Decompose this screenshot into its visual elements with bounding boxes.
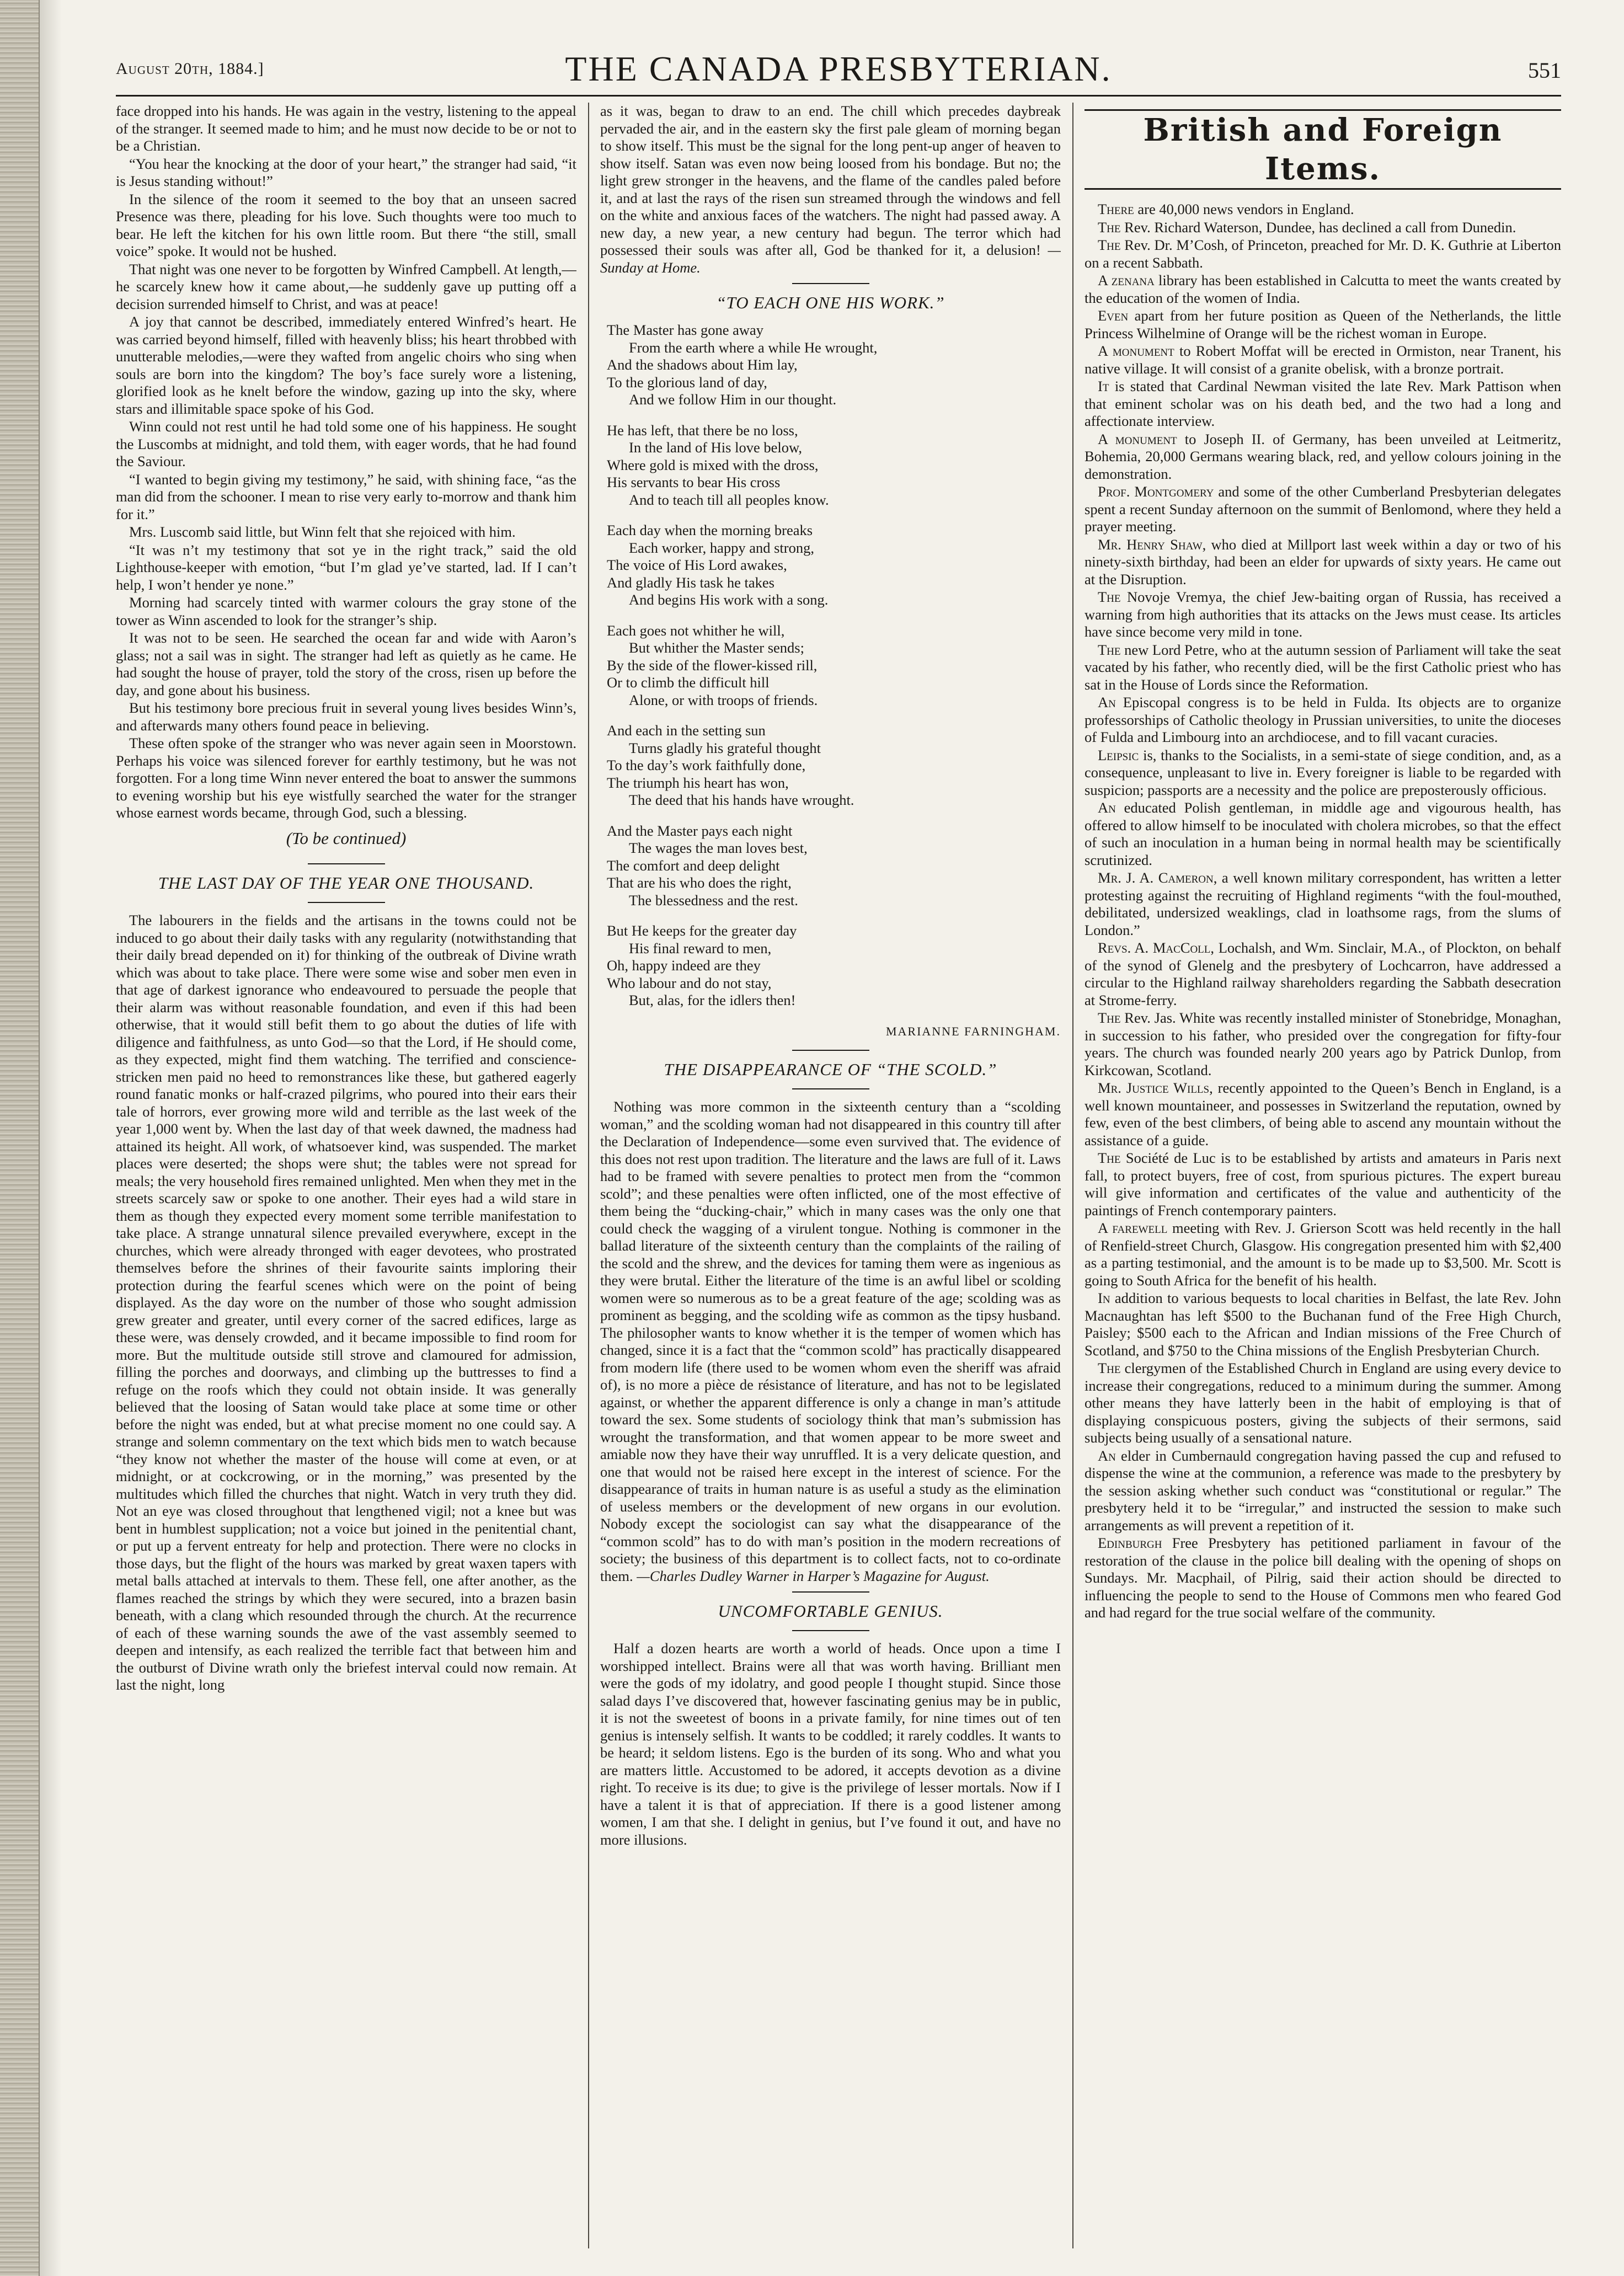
news-item-text: Rev. Dr. M’Cosh, of Princeton, preached for Mr. D. K. Guthrie at Liberton on a recent Sabbath. — [1085, 237, 1561, 271]
story-paragraph: Winn could not rest until he had told some one of his happiness. He sought the Luscombs at midnight, and told them, with eager words, that he had found the Saviour. — [116, 418, 576, 469]
news-item-lead: A monument — [1098, 430, 1177, 447]
news-item-text: to Joseph II. of Germany, has been unveiled at Leitmeritz, Bohemia, 20,000 Germans wearing black, red, and yellow colours joining in the demonstration. — [1085, 430, 1561, 482]
story-paragraph: face dropped into his hands. He was again in the vestry, listening to the appeal of the stranger. It seemed made to him; and he must now decide to be or not to be a Christian. — [116, 103, 576, 154]
poem-line: Or to climb the difficult hill — [607, 674, 770, 691]
poem-stanza — [607, 722, 1061, 809]
news-item-lead: An — [1098, 1447, 1116, 1464]
article-genius-body: Half a dozen hearts are worth a world of heads. Once upon a time I worshipped intellect. Brains were all that was worth having. Brilliant men were the gods of my idolatry, and good people I thought stupid. Since those salad days I’ve discovered that, however fascinating genius may be in public, it is not the sweetest of boons in a private family, for nine times out of ten genius is intensely selfish. It wants to be coddled; it rarely coddles. It wants to be heard; it seldom listens. Ego is the burden of its song. Who and what you are matters little. Accustomed to be adored, it accepts devotion as a divine right. To receive is its due; to give is the privilege of lesser mortals. Now if I have a talent it is that of appreciation. If there is a good listener among women, I am that she. I delight in genius, but I’ve found it out, and have no more illusions. — [600, 1640, 1061, 1848]
poem-line: But, alas, for the idlers then! — [629, 992, 796, 1008]
news-item-text: a well known military correspondent, has written a letter protesting against the recruiting of Highland regiments “with the foul-mouthed, debilitated, undersized weaklings, clad in loathsome rags, from the slums of London.” — [1085, 869, 1561, 938]
story-paragraph: That night was one never to be forgotten by Winfred Campbell. At length,—he scarcely knew how it came about,—he suddenly gave up putting off a decision surrended himself to Christ, and was at peace! — [116, 260, 576, 312]
news-item-text: addition to various bequests to local charities in Belfast, the late Rev. John Macnaughtan has left $500 to the Buchanan fund of the Free High Church, Paisley; $500 each to the African and Indian missions of the Free Church of Scotland, and $750 to the China missions of the English Presbyterian Church. — [1085, 1290, 1561, 1359]
news-item-text: and some of the other Cumberland Presbyterian delegates spent a recent Sunday afternoon on the summit of Benlomond, where they held a prayer meeting. — [1085, 483, 1561, 535]
news-item-lead: A monument — [1098, 343, 1174, 359]
article-title-genius: UNCOMFORTABLE GENIUS. — [718, 1601, 943, 1621]
news-item — [1085, 483, 1561, 536]
poem-line: But whither the Master sends; — [629, 639, 804, 656]
poem-line: And begins His work with a song. — [629, 591, 829, 608]
poem-line: And the shadows about Him lay, — [607, 356, 798, 373]
news-item-lead: The — [1098, 1009, 1121, 1026]
news-item-lead: It — [1098, 378, 1109, 394]
poem-line: Each worker, happy and strong, — [629, 539, 814, 556]
news-item-text: Novoje Vremya, the chief Jew-baiting organ of Russia, has received a warning from high authorities that its attacks on the Jews must cease. Its articles have since become very mild in tone. — [1085, 589, 1561, 640]
header-rule — [116, 95, 1561, 97]
news-item-text: library has been established in Calcutta to meet the wants created by the education of the women of India. — [1085, 272, 1561, 306]
news-item — [1085, 307, 1561, 342]
article-scold-body: Nothing was more common in the sixteenth century than a “scolding woman,” and the scolding woman had not disappeared in this country till after the Declaration of Independence—some even survived that. The evidence of this does not rest upon tradition. The literature and the laws are full of it. Laws had to be framed with severe penalties to protect men from the “common scold”; and these penalties were often inflicted, one of the most effective of them being the “ducking-chair,” which in many cases was the only one that could check the wagging of a virulent tongue. Nothing is commoner in the ballad literature of the sixteenth century than the complaints of the railing of the scold and the shrew, and the devices for taming them were as ingenious as they were brutal. Either the literature of the time is an awful libel or scolding women were so numerous as to be a great feature of the age; scolding was as prominent as begging, and the scolding wife as common as the tipsy husband. The philosopher wants to know whether it is the temper of women which has changed, since it is a fact that the “common scold” has practically disappeared from modern life (there used to be women whom even the sheriff was afraid of), is no more a pièce de résistance of literature, and has not to be legislated against, or whether the apparent difference is only a change in man’s attitude toward the sex. Some students of sociology think that man’s submission has wrought the transformation, and that women appear to be more sweet and amiable now they have their way unruffled. It is a very delicate question, and one that would not be raised here except in the interest of science. For the disappearance of traits in human nature is as useful a study as the elimination of useless members or the development of new organs in our evolution. Nobody except the sociologist can say what the disappearance of the “common scold” has to do with man’s position in the modern recreations of society; the business of this department is to collect facts, not to co-ordinate them. —Charles Dudley Warner in Harper’s Magazine for August. — [600, 1098, 1061, 1584]
news-item-text: Rev. Richard Waterson, Dundee, has declined a call from Dunedin. — [1124, 218, 1516, 236]
news-item — [1085, 378, 1561, 430]
news-item-lead: The — [1098, 1360, 1121, 1376]
news-item — [1085, 1220, 1561, 1289]
poem-title: “TO EACH ONE HIS WORK.” — [716, 293, 945, 312]
section-rule — [308, 863, 385, 864]
column-divider — [1072, 103, 1073, 2248]
binding-edge — [0, 0, 40, 2276]
story-paragraph: A joy that cannot be described, immediately entered Winfred’s heart. He was carried beyond himself, filled with heavenly bliss; his heart throbbed with unutterable melodies,—were they wafted from angelic choirs who sing when souls are born into the kingdom? The boy’s face surely wore a listening, glorified look as he knelt before the window, gazing up into the sky, where stars and illimitable space spoke of his God. — [116, 313, 576, 417]
story-paragraph: In the silence of the room it seemed to the boy that an unseen sacred Presence was there, pleading for his love. Such thoughts were too much to bear. He left the kitchen for his own little room. But there “the still, small voice” spoke. It would not be hushed. — [116, 190, 576, 259]
article-paragraph: The labourers in the fields and the artisans in the towns could not be induced to go about their daily tasks with any regularity (notwithstanding that their daily bread depended on it) for thinking of the outbreak of Divine wrath which was about to take place. There were some wise and sober men even in that age of darkest ignorance who endeavoured to persuade the people that their alarm was without reasonable foundation, and even if this had been otherwise, that it would still befit them to go about the duties of life with diligence and faithfulness, as unto God—so that the Lord, if He should come, as they expected, might find them watching. The terrified and conscience-stricken men paid no heed to remonstrances like these, but gathered eagerly round fanatic monks or half-crazed pilgrims, who poured into their ears their tale of horrors, ever growing more wild and terrible as the last week of the year 1,000 went by. When the last day of that week dawned, the madness had attained its height. All work, of whatsoever kind, was suspended. The market places were deserted; the shops were shut; the tables were not spread for meals; the very household fires remained unlighted. Men when they met in the streets scarcely saw or spoke to one another. Their eyes had a wild stare in them as though they expected every moment some terrible manifestation to take place. A strange unnatural silence prevailed everywhere, except in the churches, which were already thronged with eager devotees, who prostrated themselves before the shrines of their favourite saints imploring their protection during the fearful scenes which were on the point of being displayed. As the day wore on the number of those who sought admission grew greater and greater, until every corner of the sacred edifices, large as these were, was densely crowded, and it became impossible to find room for more. But the multitude outside still strove and clamoured for admission, filling the porches and doorways, and climbing up the buttresses to find a refuge on the roofs which they could not obtain inside. It was generally believed that the loosing of Satan would take place at some time or other before the night was ended, but at what precise moment no one could say. A strange and solemn commentary on the text which bids men to watch because “they know not whether the master of the house will come at even, or at midnight, or at cockcrowing, or in the morning,” was presented by the multitudes which filled the churches that night. Watch in very truth they did. Not an eye was closed throughout that lengthened vigil; not a knee but was bent in humblest supplication; not a voice but joined in the penitential chant, or put up a fervent entreaty for help and protection. There were no clocks in those days, but the flight of the hours was marked by great waxen tapers with metal balls attached at intervals to them. These fell, one after another, as the flames reached the strings by which they were secured, into a brazen basin beneath, with a clang which resounded through the church. At the recurrence of each of these warning sounds the awe of the vast assembly seemed to deepen and intensify, as each realized the terrible fact that between him and the outburst of Divine wrath only the briefest interval could now remain. At last the night, long — [116, 912, 576, 1693]
news-item-text: clergymen of the Established Church in England are using every device to increase their congregations, reduced to a minimum during the summer. Among other means they have latterly been in the habit of employing is that of displaying conspicuous posters, giving the subjects of their sermons, said subjects being usually of a sensational nature. — [1085, 1360, 1561, 1446]
serial-story — [116, 103, 576, 822]
poem-line: The triumph his heart has won, — [607, 774, 789, 791]
poem-body — [607, 322, 1061, 1009]
news-item — [1085, 536, 1561, 589]
page-number: 551 — [1528, 58, 1561, 83]
poem-stanza — [607, 322, 1061, 409]
news-item — [1085, 1080, 1561, 1149]
story-paragraph: “It was n’t my testimony that sot ye in the right track,” said the old Lighthouse-keeper with emotion, “but I’m glad ye’ve started, lad. If I can’t help, I won’t hender ye none.” — [116, 541, 576, 593]
poem-line: His final reward to men, — [629, 939, 772, 957]
poem-line: The comfort and deep delight — [607, 857, 780, 874]
news-item-text: Société de Luc is to be established by artists and amateurs in Paris next fall, to protect buyers, free of cost, from spurious pictures. The expert bureau will give information and certificates of the value and authenticity of the paintings of French contemporary painters. — [1085, 1150, 1561, 1219]
news-item-lead: Mr. Justice Wills, — [1098, 1080, 1213, 1096]
poem-line: The deed that his hands have wrought. — [629, 792, 854, 808]
news-item — [1085, 219, 1561, 237]
poem-line: To the glorious land of day, — [607, 373, 767, 391]
news-item — [1085, 1535, 1561, 1622]
poem-line: And the Master pays each night — [607, 822, 793, 839]
poem-line: Each goes not whither he will, — [607, 622, 785, 639]
news-item — [1085, 747, 1561, 799]
news-item-lead: The — [1098, 1150, 1121, 1166]
section-rule — [308, 902, 385, 903]
poem-stanza — [607, 622, 1061, 709]
news-item-lead: An — [1098, 694, 1116, 710]
news-item-text: Lochalsh, and Wm. Sinclair, M.A., of Plockton, on behalf of the synod of Glenelg and the presbytery of Lochcarron, have addressed a circular to the Highland railway shareholders regarding the Sabbath desecration at Strome-ferry. — [1085, 939, 1561, 1008]
news-item-lead: The — [1098, 589, 1121, 605]
poem-line: He has left, that there be no loss, — [607, 421, 798, 439]
news-item-lead: Revs. A. MacColl, — [1098, 939, 1215, 956]
news-item — [1085, 431, 1561, 483]
story-paragraph: “I wanted to begin giving my testimony,” he said, with shining face, “as the man did from the schooner. I mean to rise very early to-morrow and thank him for it.” — [116, 471, 576, 522]
column-right — [1085, 103, 1561, 2248]
news-item-lead: Prof. Montgomery — [1098, 483, 1214, 500]
news-item-text: new Lord Petre, who at the autumn session of Parliament will take the seat vacated by his father, who recently died, will be the first Catholic priest who has sat in the House of Lords since the Reformation. — [1085, 641, 1561, 693]
news-item — [1085, 1447, 1561, 1535]
poem-stanza — [607, 522, 1061, 609]
story-paragraph: “You hear the knocking at the door of your heart,” the stranger had said, “it is Jesus standing without!” — [116, 155, 576, 189]
poem-line: From the earth where a while He wrought, — [629, 339, 878, 356]
news-item-lead: The — [1098, 218, 1121, 236]
poem-line: By the side of the flower-kissed rill, — [607, 656, 818, 674]
poem-line: In the land of His love below, — [629, 439, 803, 456]
news-item — [1085, 237, 1561, 271]
news-item-text: apart from her future position as Queen of the Netherlands, the little Princess Wilhelmine of Orange will be the richest woman in Europe. — [1085, 307, 1561, 341]
poem-line: That are his who does the right, — [607, 874, 792, 891]
news-item-lead: Even — [1098, 307, 1129, 324]
news-item-text: is stated that Cardinal Newman visited the late Rev. Mark Pattison when that eminent scholar was on his death bed, and the two had a long and affectionate interview. — [1085, 378, 1561, 429]
news-item-lead: The — [1098, 237, 1121, 253]
column-left — [116, 103, 576, 2248]
issue-date: August 20th, 1884.] — [116, 60, 264, 78]
news-item — [1085, 869, 1561, 939]
news-item-lead: Edinburgh — [1098, 1535, 1162, 1551]
news-item-text: Rev. Jas. White was recently installed minister of Stonebridge, Monaghan, in succession to his father, who presided over the congregation for fifty-four years. The church was founded nearly 200 years ago by Patrick Dunlop, from Kirkcowan, Scotland. — [1085, 1009, 1561, 1078]
poem-line: And gladly His task he takes — [607, 574, 774, 591]
news-item — [1085, 939, 1561, 1009]
news-item-text: Episcopal congress is to be held in Fulda. Its objects are to organize professorships of Catholic theology in Prussian universities, to unite the dioceses of Fulda and Limbourg into an archdiocese, and to fill vacant curacies. — [1085, 694, 1561, 745]
news-item — [1085, 694, 1561, 746]
news-item-lead: In — [1098, 1290, 1110, 1306]
poem-stanza — [607, 822, 1061, 910]
poem-line: And to teach till all peoples know. — [629, 491, 829, 508]
story-paragraph: Morning had scarcely tinted with warmer colours the gray stone of the tower as Winn ascended to look for the stranger’s ship. — [116, 594, 576, 628]
news-item-lead: A farewell — [1098, 1220, 1168, 1236]
news-item-text: recently appointed to the Queen’s Bench in England, is a well known mountaineer, and possesses in Switzerland the reputation, owned by few, even of the best climbers, of being able to ascend any mountain without the assistance of a guide. — [1085, 1080, 1561, 1148]
news-item — [1085, 1290, 1561, 1359]
section-rule — [792, 1050, 869, 1051]
news-item-lead: There — [1098, 201, 1134, 217]
poem-line: Each day when the morning breaks — [607, 522, 813, 538]
news-item-lead: A zenana — [1098, 272, 1155, 288]
poem-stanza — [607, 922, 1061, 1009]
news-item-text: to Robert Moffat will be erected in Ormiston, near Tranent, his native village. It will consist of a granite obelisk, with a bronze portrait. — [1085, 343, 1561, 377]
news-item-text: who died at Millport last week within a day or two of his ninety-sixth birthday, had been an elder for upwards of sixty years. He came out at the Disruption. — [1085, 536, 1561, 587]
poem-line: Alone, or with troops of friends. — [629, 691, 818, 708]
article-title-scold: THE DISAPPEARANCE OF “THE SCOLD.” — [664, 1060, 997, 1079]
news-item — [1085, 589, 1561, 641]
news-item-lead: The — [1098, 641, 1121, 658]
page-header — [116, 49, 1561, 93]
article-title-last-day: THE LAST DAY OF THE YEAR ONE THOUSAND. — [158, 873, 535, 893]
poem-line: Oh, happy indeed are they — [607, 957, 761, 974]
section-rule — [792, 1088, 869, 1089]
poem-line: Where gold is mixed with the dross, — [607, 456, 819, 473]
poem-line: The voice of His Lord awakes, — [607, 557, 787, 573]
story-paragraph: But his testimony bore precious fruit in several young lives besides Winn’s, and afterwards many others found peace in believing. — [116, 699, 576, 734]
column-middle — [600, 103, 1061, 2248]
news-item — [1085, 799, 1561, 869]
section-heading-british-foreign: British and Foreign Items. — [1085, 109, 1561, 190]
poem-line: To the day’s work faithfully done, — [607, 757, 806, 773]
news-item-text: meeting with Rev. J. Grierson Scott was held recently in the hall of Renfield-street Church, Glasgow. His congregation presented him with $2,400 as a parting testimonial, and the amount is to be made up to $3,500. Mr. Scott is going to South Africa for the benefit of his health. — [1085, 1220, 1561, 1289]
news-item-text: is, thanks to the Socialists, in a semi-state of siege condition, and, as a consequence, unpleasant to live in. Every foreigner is liable to be regarded with suspicion; passports are a necessity and the police are preposterously officious. — [1085, 746, 1561, 798]
poem-line: Turns gladly his grateful thought — [629, 739, 821, 756]
news-item — [1085, 1009, 1561, 1079]
poem-stanza — [607, 422, 1061, 509]
news-item-text: educated Polish gentleman, in middle age and vigourous health, has offered to allow himself to be inoculated with cholera microbes, so that the effect of such an inoculation in a human being in normal health may be scientifically scrutinized. — [1085, 799, 1561, 868]
poem-author: MARIANNE FARNINGHAM. — [885, 1024, 1061, 1038]
news-item-text: are 40,000 news vendors in England. — [1137, 201, 1354, 217]
news-item-text: Free Presbytery has petitioned parliament in favour of the restoration of the clause in the police bill dealing with the opening of shops on Sundays. Mr. Macphail, of Pilrig, said their action should be directed to influencing the people to send to the House of Commons men who feared God and had regard for the true social welfare of the community. — [1085, 1535, 1561, 1621]
news-item-lead: Leipsic — [1098, 746, 1139, 763]
news-item — [1085, 1150, 1561, 1219]
news-item — [1085, 642, 1561, 694]
news-items-list — [1085, 201, 1561, 1622]
poem-line: Who labour and do not stay, — [607, 974, 772, 991]
poem-line: And each in the setting sun — [607, 722, 766, 739]
section-rule — [792, 1630, 869, 1631]
poem-line: The blessedness and the rest. — [629, 891, 798, 909]
poem-line: But He keeps for the greater day — [607, 922, 797, 939]
poem-line: And we follow Him in our thought. — [629, 391, 837, 408]
news-item-text: elder in Cumbernauld congregation having passed the cup and refused to dispense the wine at the communion, a reference was made to the presbytery by the session asking whether such conduct was “constitutional or regular.” The presbytery held it to be “irregular,” and instructed the session to make such arrangements as will prevent a repetition of it. — [1085, 1447, 1561, 1534]
news-item — [1085, 1360, 1561, 1447]
news-item-lead: Mr. Henry Shaw, — [1098, 536, 1206, 553]
article-last-day-body — [116, 912, 576, 1694]
column-divider — [588, 103, 589, 2248]
newspaper-title: THE CANADA PRESBYTERIAN. — [565, 49, 1112, 88]
poem-line: The wages the man loves best, — [629, 840, 808, 856]
poem-line: His servants to bear His cross — [607, 474, 781, 490]
story-paragraph: These often spoke of the stranger who was never again seen in Moorstown. Perhaps his voice was silenced forever for earthly testimony, but he was not forgotten. For a long time Winn never entered the boat to answer the summons to evening worship but his eye wistfully searched the water for the stranger whose earnest words became, through God, such a blessing. — [116, 735, 576, 821]
news-item-lead: An — [1098, 799, 1116, 816]
article-continuation: as it was, began to draw to an end. The chill which precedes daybreak pervaded the air, and in the eastern sky the first pale gleam of morning began to show itself. This must be the signal for the long pent-up anger of heaven to show itself. Satan was even now being loosed from his bondage. But no; the light grew stronger in the heavens, and the flame of the candles paled before it, and at last the rays of the risen sun streamed through the windows and fell on the white and anxious faces of the watchers. The night had passed away. A new day, a new year, a new century had begun. The terror which had possessed their souls was after all, God be thanked for it, a delusion! —Sunday at Home. — [600, 103, 1061, 276]
poem-line: The Master has gone away — [607, 322, 764, 338]
news-item-lead: Mr. J. A. Cameron, — [1098, 869, 1217, 886]
to-be-continued: (To be continued) — [286, 828, 407, 848]
section-rule — [792, 1591, 869, 1593]
story-paragraph: It was not to be seen. He searched the ocean far and wide with Aaron’s glass; not a sail was in sight. The stranger had left as quietly as he came. He had sought the house of prayer, told the story of the cross, risen up before the day, and gone about his business. — [116, 629, 576, 698]
story-paragraph: Mrs. Luscomb said little, but Winn felt that she rejoiced with him. — [129, 523, 516, 540]
news-item — [1085, 201, 1561, 218]
news-item — [1085, 343, 1561, 377]
news-item — [1085, 272, 1561, 307]
section-rule — [792, 283, 869, 284]
